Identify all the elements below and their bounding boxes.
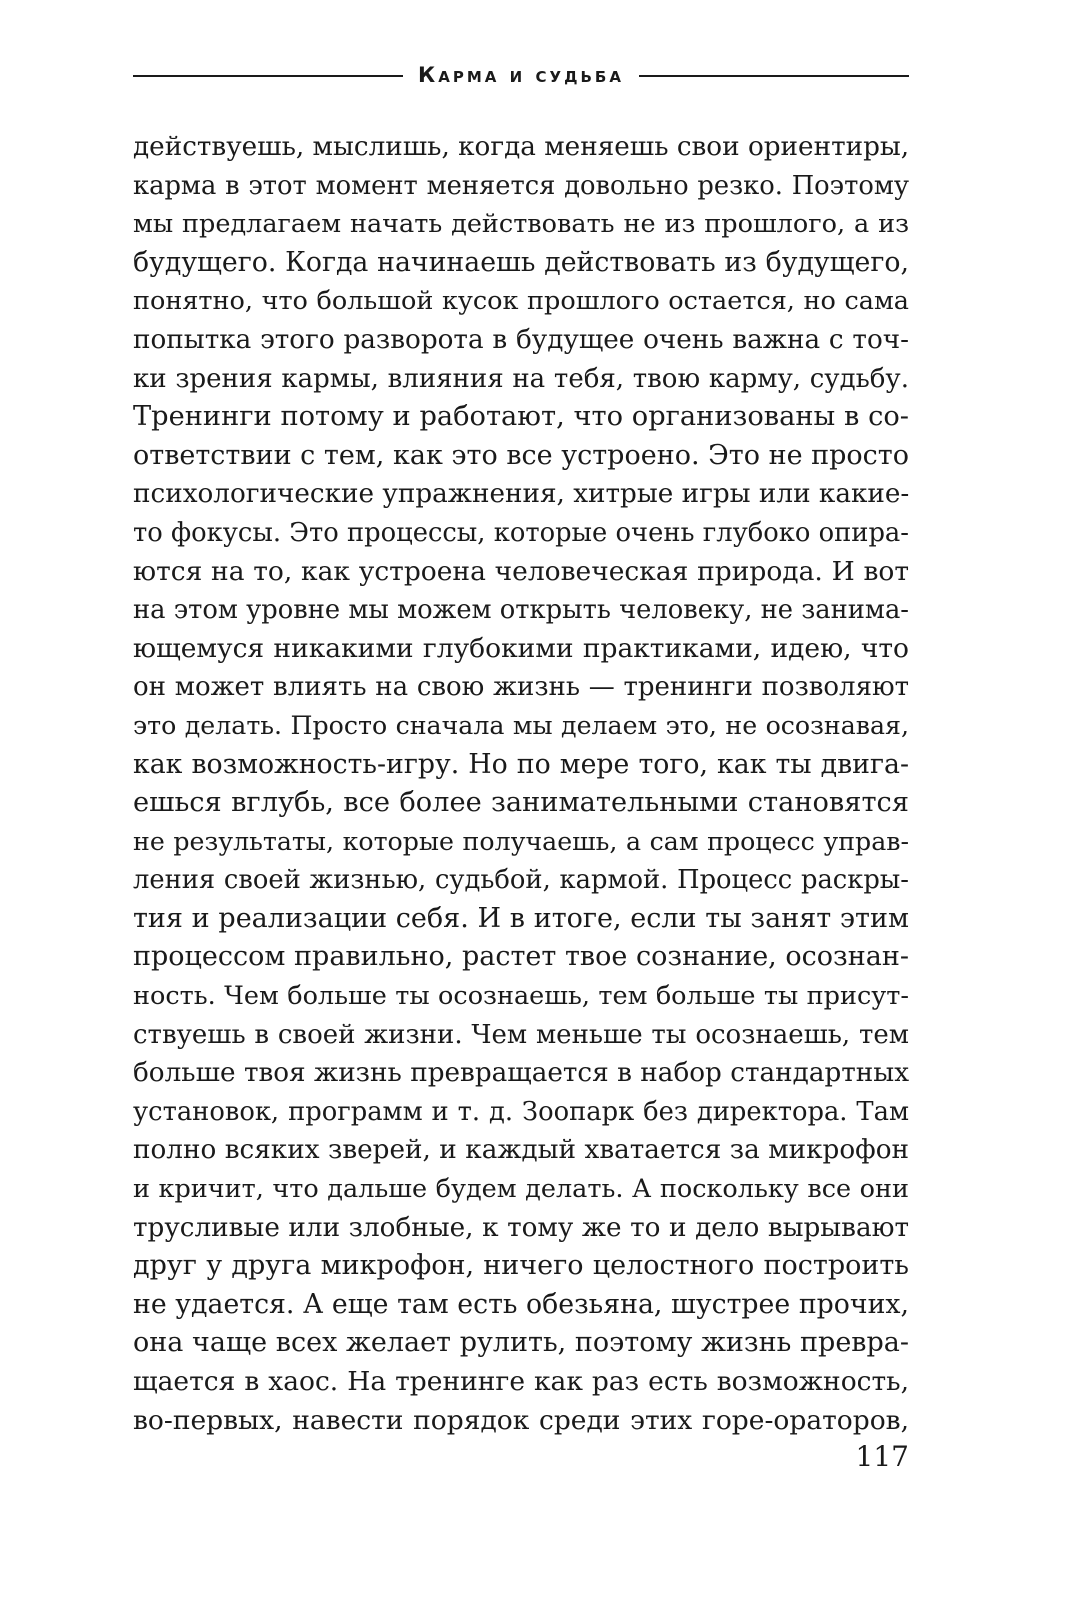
text-line: понятно, что большой кусок прошлого остается, но сама [133,286,909,317]
text-line: Тренинги потому и работают, что организованы в со- [133,401,909,433]
text-line: тия и реализации себя. И в итоге, если ты занят этим [133,902,909,934]
text-line: мы предлагаем начать действовать не из прошлого, а из [133,209,909,240]
text-line: то фокусы. Это процессы, которые очень глубоко опира- [133,517,909,548]
text-line: ность. Чем больше ты осознаешь, тем больше ты присут- [133,981,909,1012]
text-line: это делать. Просто сначала мы делаем это, не осознавая, [133,710,909,740]
text-line: щается в хаос. На тренинге как раз есть возможность, [133,1366,909,1397]
text-line: карма в этот момент меняется довольно резко. Поэтому [133,170,909,201]
running-header [133,58,909,92]
text-line: он может влиять на свою жизнь — тренинги позволяют [133,672,909,703]
text-line: попытка этого разворота в будущее очень важна с точ- [133,324,909,355]
text-line: установок, программ и т. д. Зоопарк без директора. Там [133,1096,909,1127]
text-line: как возможность-игру. Но по мере того, как ты двига- [133,748,909,780]
text-line: ешься вглубь, все более занимательными становятся [133,787,909,819]
text-line: не удается. А еще там есть обезьяна, шустрее прочих, [133,1288,909,1320]
text-line: она чаще всех желает рулить, поэтому жизнь превра- [133,1327,909,1359]
text-line: ются на то, как устроена человеческая природа. И вот [133,555,909,587]
text-line: на этом уровне мы можем открыть человеку, не занима- [133,595,909,626]
text-line: и кричит, что дальше будем делать. А поскольку все они [133,1174,909,1205]
header-rule-left [133,75,403,77]
text-line: ствуешь в своей жизни. Чем меньше ты осознаешь, тем [133,1019,909,1050]
text-line: ответствии с тем, как это все устроено. Это не просто [133,439,909,471]
text-line: больше твоя жизнь превращается в набор стандартных [133,1058,909,1089]
text-line: не результаты, которые получаешь, а сам процесс управ- [133,826,909,856]
text-line: друг у друга микрофон, ничего целостного построить [133,1250,909,1282]
text-line: действуешь, мыслишь, когда меняешь свои ориентиры, [133,132,909,162]
text-line: будущего. Когда начинаешь действовать из будущего, [133,246,909,278]
text-line: процессом правильно, растет твое сознание, осознан- [133,941,909,973]
page-number: 117 [855,1440,909,1473]
text-line: ющемуся никакими глубокими практиками, идею, что [133,632,909,664]
text-line: ления своей жизнью, судьбой, кармой. Процесс раскры- [133,865,909,896]
text-line: полно всяких зверей, и каждый хватается за микрофон [133,1135,909,1166]
header-rule-right [639,75,909,77]
text-line: трусливые или злобные, к тому же то и дело вырывают [133,1212,909,1243]
text-line: ки зрения кармы, влияния на тебя, твою карму, судьбу. [133,363,909,394]
running-header-title: Карма и судьба [418,63,624,87]
body-text [133,128,909,1440]
text-line: психологические упражнения, хитрые игры или какие- [133,479,909,510]
text-line: во-первых, навести порядок среди этих горе-ораторов, [133,1404,909,1436]
